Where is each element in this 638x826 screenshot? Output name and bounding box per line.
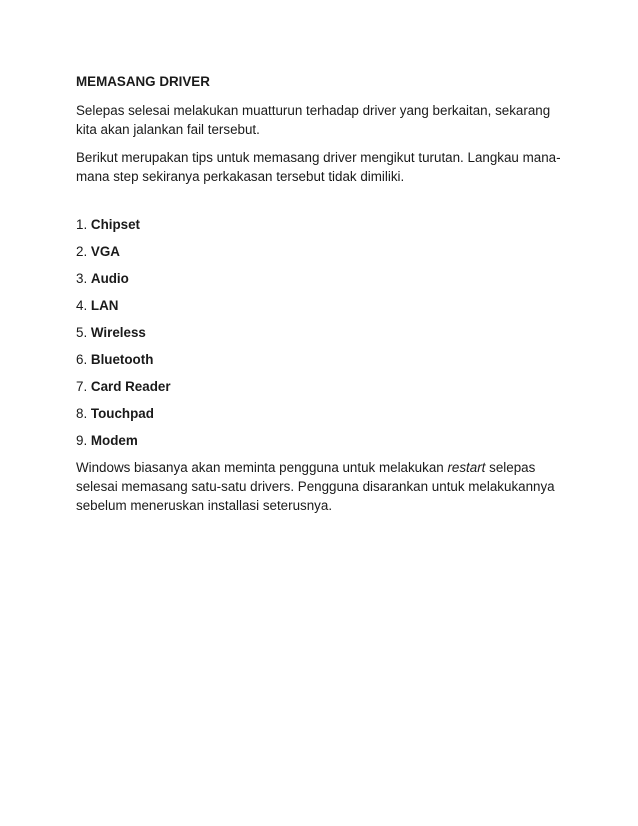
list-item-chipset: [76, 215, 566, 234]
list-item-number: 3.: [76, 271, 88, 286]
list-item-label: Card Reader: [90, 379, 171, 394]
instructions-paragraph: Berikut merupakan tips untuk memasang driver mengikut turutan. Langkau mana-mana step sekiranya perkakasan tersebut tidak dimiliki.: [76, 150, 561, 184]
list-item-number: 9.: [76, 433, 88, 448]
list-item-number: 1.: [76, 217, 88, 232]
list-item-label: Chipset: [90, 217, 141, 232]
closing-text-after: selepas selesai memasang satu-satu drivers. Pengguna disarankan untuk melakukannya sebelum meneruskan installasi seterusnya.: [76, 460, 555, 513]
list-item-label: Wireless: [90, 325, 146, 340]
list-item-number: 5.: [76, 325, 88, 340]
list-item-bluetooth: [76, 350, 566, 369]
document-title: MEMASANG DRIVER: [76, 74, 210, 89]
list-item-label: Bluetooth: [90, 352, 154, 367]
closing-paragraph: [76, 458, 566, 515]
closing-emphasis: restart: [447, 460, 486, 475]
list-item-wireless: [76, 323, 566, 342]
list-item-lan: [76, 296, 566, 315]
document-body: [76, 72, 566, 524]
list-item-label: LAN: [90, 298, 119, 313]
list-item-audio: [76, 269, 566, 288]
intro-paragraph: Selepas selesai melakukan muatturun terhadap driver yang berkaitan, sekarang kita akan jalankan fail tersebut.: [76, 103, 551, 137]
list-item-label: Audio: [90, 271, 129, 286]
list-item-label: Touchpad: [90, 406, 154, 421]
list-item-number: 2.: [76, 244, 88, 259]
list-item-number: 4.: [76, 298, 88, 313]
closing-text-before: Windows biasanya akan meminta pengguna untuk melakukan: [76, 460, 448, 475]
list-item-number: 7.: [76, 379, 88, 394]
list-item-label: Modem: [90, 433, 138, 448]
list-item-number: 8.: [76, 406, 88, 421]
list-item-vga: [76, 242, 566, 261]
list-item-number: 6.: [76, 352, 88, 367]
list-item-modem: [76, 431, 566, 450]
driver-list: [76, 215, 566, 450]
list-item-touchpad: [76, 404, 566, 423]
list-item-label: VGA: [90, 244, 120, 259]
list-item-card-reader: [76, 377, 566, 396]
